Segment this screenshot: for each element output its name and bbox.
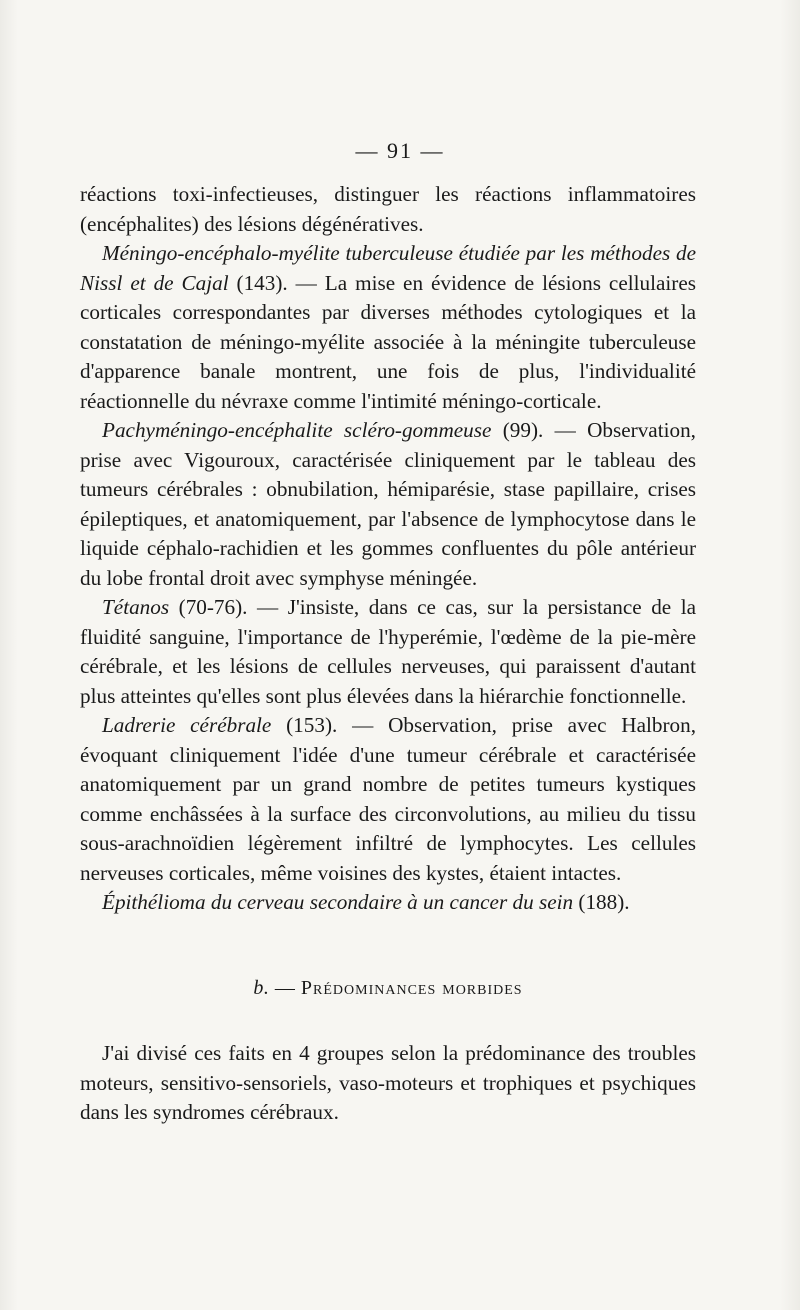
- entry-body: — J'insiste, dans ce cas, sur la persistance de la fluidité sanguine, l'importance de l'hyperémie, l'œdème de la pie-mère cérébrale, et les lésions de cellules nerveuses, qui paraissent d'autant plus atteintes qu'elles sont plus élevées dans la hiérarchie fonctionnelle.: [80, 595, 696, 708]
- entry-title: Tétanos: [102, 595, 170, 619]
- paragraph-pachymeningo-encephalite: [80, 416, 696, 593]
- section-dash: —: [269, 976, 301, 999]
- paragraph-ladrerie-cerebrale: [80, 711, 696, 888]
- section-heading: [80, 974, 696, 1004]
- entry-body: — Observation, prise avec Halbron, évoquant cliniquement l'idée d'une tumeur cérébrale et caractérisée anatomiquement par un grand nombre de petites tumeurs kystiques comme enchâssées à la surface des circonvolutions, au milieu du tissu sous-arachnoïdien légèrement infiltré de lymphocytes. Les cellules nerveuses corticales, même voisines des kystes, étaient intactes.: [80, 713, 696, 885]
- entry-body: — La mise en évidence de lésions cellulaires corticales correspondantes par diverses méthodes cytologiques et la constatation de méningo-myélite associée à la méningite tuberculeuse d'apparence banale montrent, une fois de plus, l'individualité réactionnelle du névraxe comme l'intimité méningo-corticale.: [80, 270, 696, 413]
- entry-reference: (99).: [491, 418, 544, 442]
- body-text: [80, 180, 696, 1128]
- paragraph-meningo-encephalo-myelite: [80, 239, 696, 416]
- paragraph-groupes: J'ai divisé ces faits en 4 groupes selon la prédominance des troubles moteurs, sensitivo-sensoriels, vaso-moteurs et trophiques et psychiques dans les syndromes cérébraux.: [80, 1041, 696, 1124]
- section-title: Prédominances morbides: [300, 976, 523, 999]
- entry-title: Ladrerie cérébrale: [102, 713, 272, 737]
- page-number: — 91 —: [355, 138, 445, 163]
- paragraph-intro: réactions toxi-infectieuses, distinguer les réactions inflammatoires (encéphalites) des lésions dégénératives.: [80, 182, 696, 236]
- entry-body: — Observation, prise avec Vigouroux, caractérisée cliniquement par le tableau des tumeurs cérébrales : obnubilation, hémiparésie, stase papillaire, crises épileptiques, et anatomiquement, par l'absence de lymphocytose dans le liquide céphalo-rachidien et les gommes confluentes du pôle antérieur du lobe frontal droit avec symphyse méningée.: [80, 418, 696, 590]
- entry-title: Épithélioma du cerveau secondaire à un cancer du sein: [102, 890, 574, 914]
- entry-title: Pachyméningo-encéphalite scléro-gommeuse: [102, 418, 492, 442]
- entry-reference: (143).: [228, 270, 288, 295]
- entry-reference: (70-76).: [169, 595, 248, 619]
- paragraph-tetanos: [80, 593, 696, 711]
- entry-reference: (188).: [573, 890, 630, 914]
- entry-title: Méningo-encéphalo-myélite tuberculeuse étudiée par les méthodes de Nissl et de Cajal: [80, 241, 696, 295]
- entry-reference: (153).: [271, 713, 338, 737]
- section-letter: b.: [253, 976, 270, 999]
- paragraph-epithelioma: [80, 888, 696, 918]
